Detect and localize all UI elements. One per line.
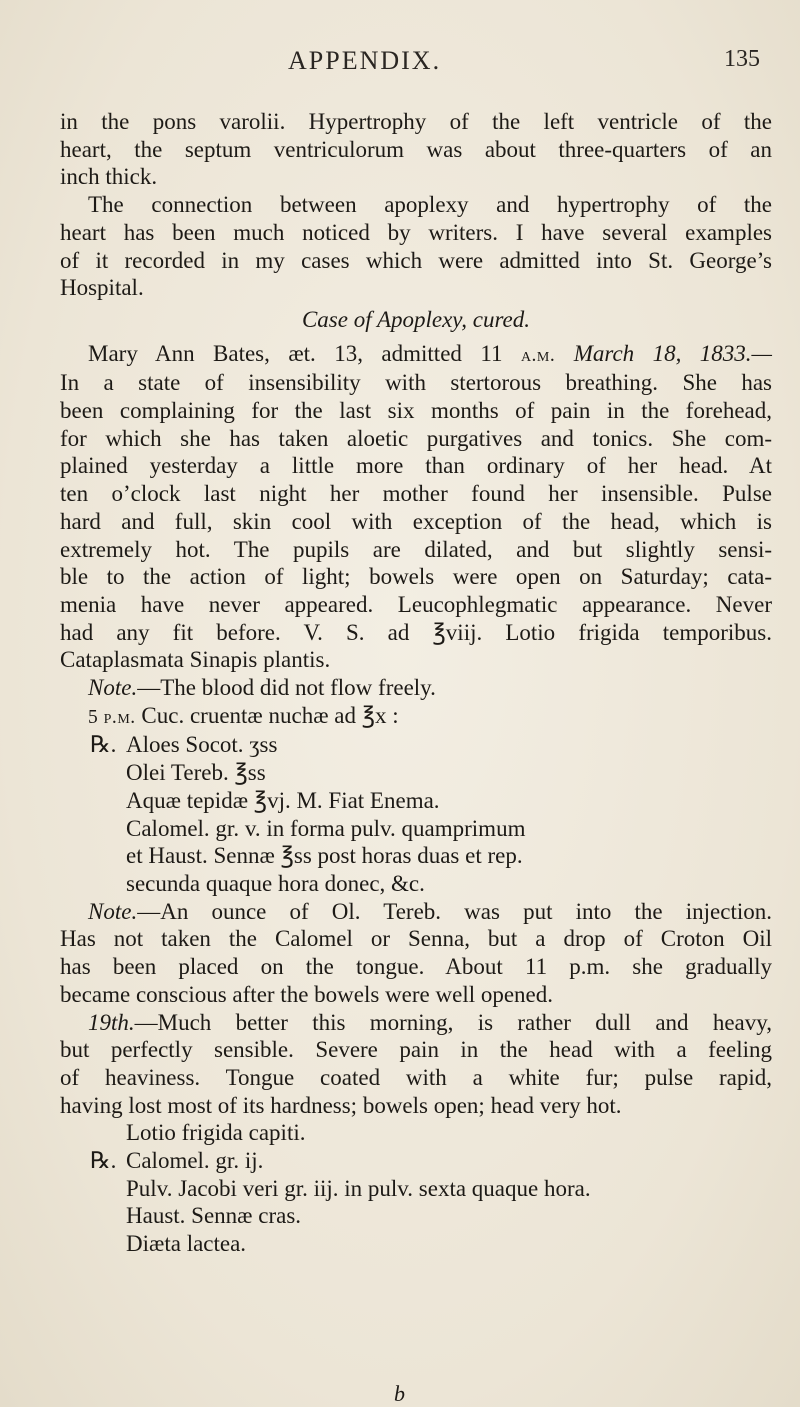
text-line: having lost most of its hardness; bowels open; head very hot.: [60, 1092, 622, 1118]
day-date: 19th.: [88, 1009, 135, 1035]
text-line: Cataplasmata Sinapis plantis.: [60, 647, 331, 673]
prescription-evening: [60, 702, 772, 898]
rx-item: Pulv. Jacobi veri gr. iij. in pulv. sexta quaque hora.: [126, 1175, 591, 1201]
rx-item-text: Aloes Socot. ʒss: [126, 732, 278, 758]
text-line: menia have never appeared. Leucophlegmatic appearance. Never: [60, 591, 772, 617]
rx-item: Olei Tereb. ℥ss: [126, 760, 266, 786]
rx-item: secunda quaque hora donec, &c.: [126, 870, 425, 896]
text-line: hard and full, skin cool with exception of the head, which is: [60, 508, 772, 534]
rx-item-text: Calomel. gr. ij.: [126, 1148, 264, 1174]
day-text: —Much better this morning, is rather dull and heavy,: [134, 1009, 772, 1035]
note-injection: [60, 898, 772, 1009]
day-19-entry: [60, 1009, 772, 1148]
text-line: ble to the action of light; bowels were open on Saturday; cata-: [60, 564, 772, 590]
rx-item: Aquæ tepidæ ℥vj. M. Fiat Enema.: [126, 787, 440, 813]
time-am: a.m.: [520, 344, 556, 366]
rx-intro: Cuc. cruentæ nuchæ ad ℥x :: [135, 702, 399, 728]
rx-item: Haust. Sennæ cras.: [126, 1203, 302, 1229]
signature-mark: b: [394, 1381, 405, 1406]
text-line: heart, the septum ventriculorum was about three-quarters of an: [60, 136, 772, 162]
text-line: The connection between apoplexy and hypertrophy of the: [88, 192, 772, 218]
note-text: —An ounce of Ol. Tereb. was put into the injection.: [137, 898, 772, 924]
note-line: [60, 674, 772, 702]
text-line: extremely hot. The pupils are dilated, and but slightly sensi-: [60, 536, 772, 562]
text-line: of heaviness. Tongue coated with a white fur; pulse rapid,: [60, 1064, 772, 1090]
rx-item: [60, 731, 772, 759]
text-line: of it recorded in my cases which were admitted into St. George’s: [60, 247, 772, 273]
case-first-line: [60, 340, 772, 370]
case-heading: Case of Apoplexy, cured.: [301, 306, 531, 332]
running-head: APPENDIX.: [288, 46, 442, 75]
text-line: inch thick.: [60, 164, 158, 190]
note-blood: [60, 674, 772, 702]
paragraph-connection: [60, 191, 772, 302]
text-line: been complaining for the last six months of pain in the forehead,: [60, 398, 772, 424]
note-label: Note.: [88, 898, 138, 924]
case-date: March 18, 1833.—: [555, 340, 772, 366]
case-history: [60, 340, 772, 674]
text-line: plained yesterday a little more than ordinary of her head. At: [60, 453, 772, 479]
paragraph-pons: [60, 108, 772, 191]
rx-item: Calomel. gr. v. in forma pulv. quamprimum: [126, 815, 526, 841]
text-line: became conscious after the bowels were well opened.: [60, 981, 554, 1007]
note-line: [60, 898, 772, 926]
rx-item: et Haust. Sennæ ℥ss post horas duas et rep.: [126, 843, 523, 869]
text-line: In a state of insensibility with stertorous breathing. She has: [60, 370, 772, 396]
note-text: —The blood did not flow freely.: [137, 675, 436, 701]
day-line: [60, 1009, 772, 1037]
text-line: but perfectly sensible. Severe pain in the head with a feeling: [60, 1037, 772, 1063]
text-line: for which she has taken aloetic purgatives and tonics. She com-: [60, 425, 772, 451]
recipe-symbol: ℞.: [90, 1148, 117, 1174]
page-body: [60, 108, 772, 1258]
text-line: Hospital.: [60, 275, 144, 301]
text-line: Has not taken the Calomel or Senna, but a drop of Croton Oil: [60, 926, 772, 952]
lotio-line: Lotio frigida capiti.: [126, 1120, 306, 1146]
text-line: in the pons varolii. Hypertrophy of the left ventricle of the: [60, 109, 772, 134]
text-line: ten o’clock last night her mother found her insensible. Pulse: [60, 481, 772, 507]
text-line: has been placed on the tongue. About 11 p.m. she gradually: [60, 954, 772, 980]
page-number: 135: [724, 46, 760, 72]
note-label: Note.: [88, 675, 138, 701]
rx-time: 5 p.m.: [88, 706, 136, 728]
rx-time-line: [60, 702, 772, 732]
case-first-line-a: Mary Ann Bates, æt. 13, admitted 11: [88, 340, 521, 366]
text-line: had any fit before. V. S. ad ℥viij. Lotio frigida temporibus.: [60, 619, 772, 645]
recipe-symbol: ℞.: [90, 732, 117, 758]
page-header: [0, 46, 800, 86]
rx-item: Diæta lactea.: [126, 1231, 247, 1257]
rx-item: [60, 1147, 772, 1175]
text-line: heart has been much noticed by writers. I have several examples: [60, 219, 772, 245]
prescription-day-19: [60, 1147, 772, 1258]
